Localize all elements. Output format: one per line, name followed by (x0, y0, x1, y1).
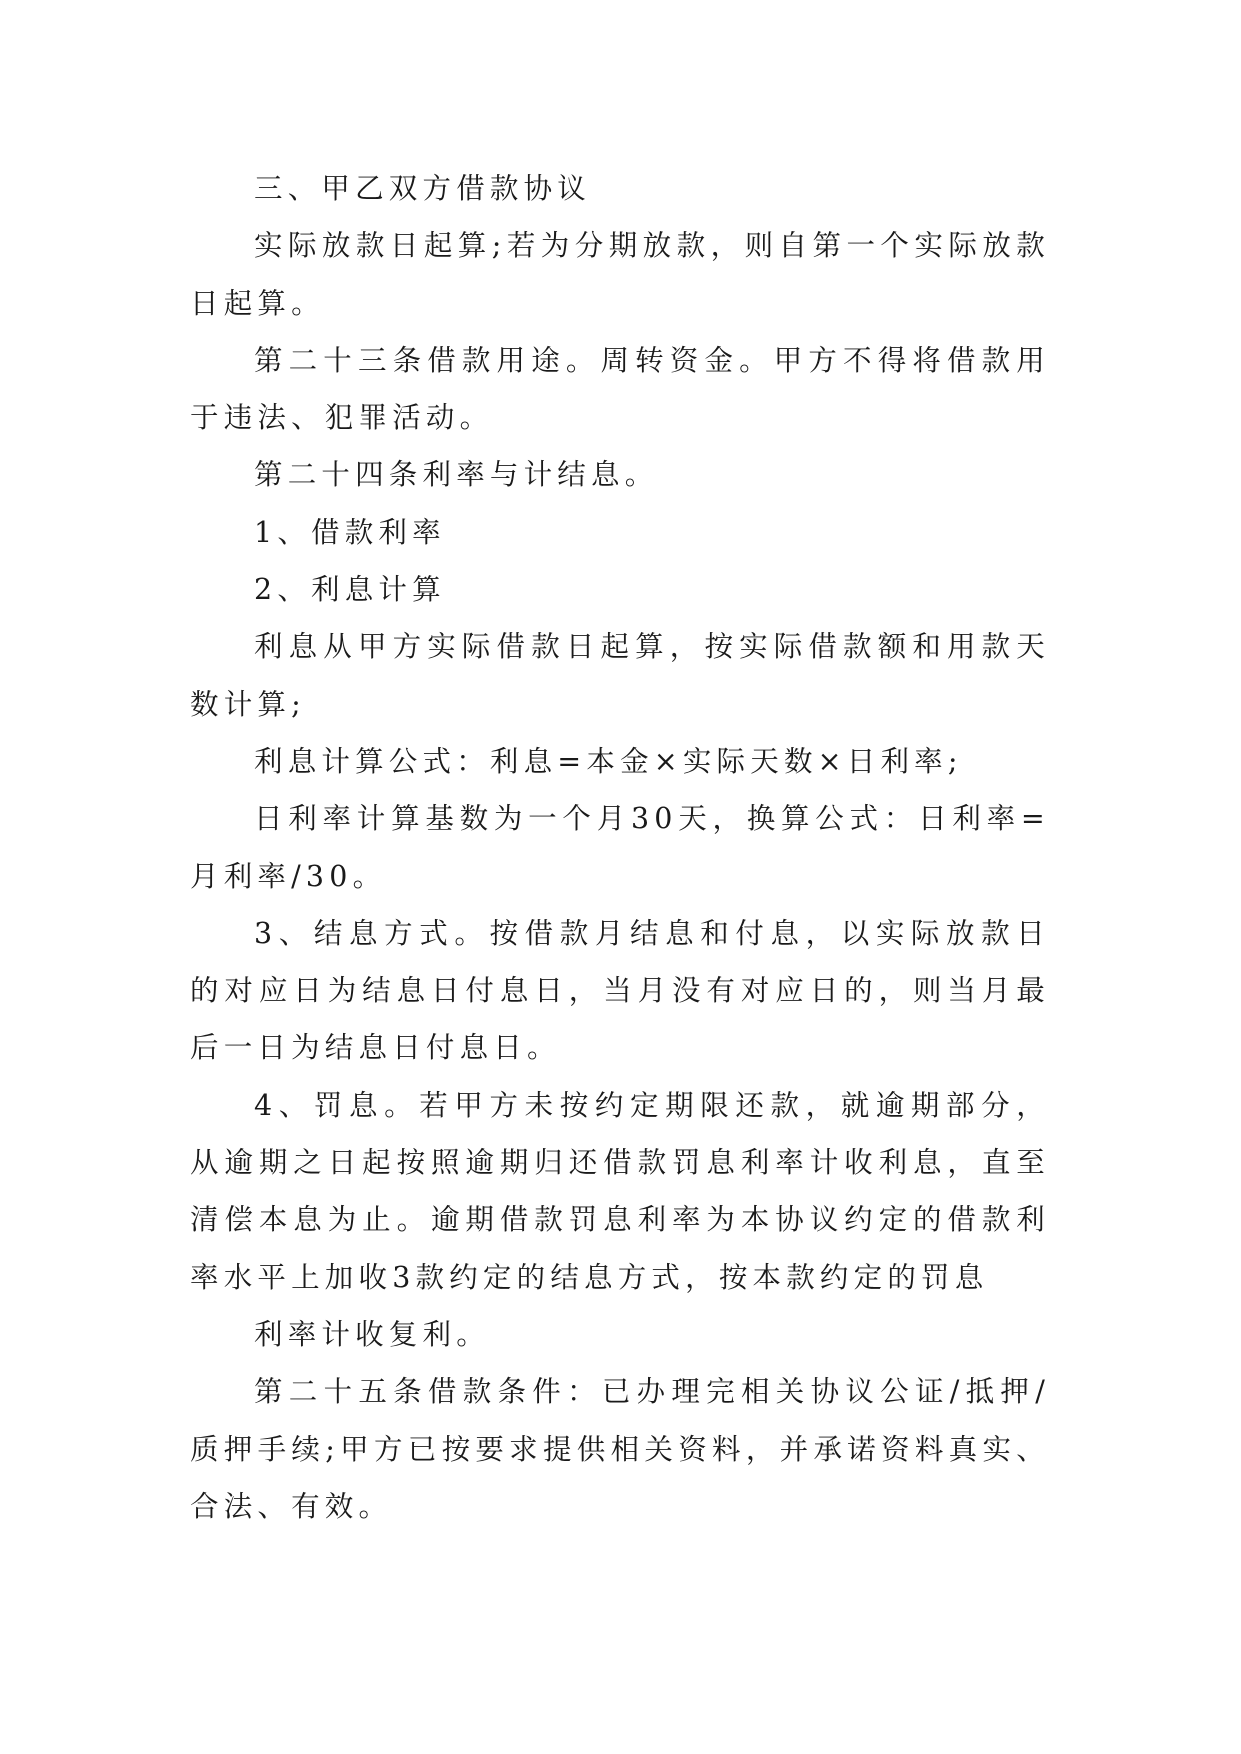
article-23-paragraph: 第二十三条借款用途。周转资金。甲方不得将借款用于违法、犯罪活动。 (190, 343, 1050, 435)
paragraph: 实际放款日起算;若为分期放款，则自第一个实际放款日起算。 (190, 229, 1050, 320)
section-heading: 三、甲乙双方借款协议 (254, 172, 592, 205)
paragraph: 利息从甲方实际借款日起算，按实际借款额和用款天数计算; (190, 630, 1050, 721)
daily-rate-paragraph: 日利率计算基数为一个月30天，换算公式：日利率=月利率/30。 (190, 802, 1050, 893)
list-item-4: 4、罚息。若甲方未按约定期限还款，就逾期部分，从逾期之日起按照逾期归还借款罚息利率计收利息，直至清偿本息为止。逾期借款罚息利率为本协议约定的借款利率水平上加收3款约定的结息方式，按本款约定的罚息 (190, 1088, 1050, 1294)
paragraph: 利率计收复利。 (254, 1317, 490, 1351)
list-item-1: 1、借款利率 (254, 515, 446, 549)
article-25-paragraph: 第二十五条借款条件：已办理完相关协议公证/抵押/质押手续;甲方已按要求提供相关资料，并承诺资料真实、合法、有效。 (190, 1375, 1050, 1523)
article-24-heading: 第二十四条利率与计结息。 (254, 458, 659, 492)
list-item-2: 2、利息计算 (254, 573, 446, 607)
document-body (190, 160, 1050, 1535)
list-item-3: 3、结息方式。按借款月结息和付息，以实际放款日的对应日为结息日付息日，当月没有对应日的，则当月最后一日为结息日付息日。 (190, 916, 1050, 1065)
formula-paragraph: 利息计算公式：利息=本金×实际天数×日利率; (254, 744, 963, 778)
